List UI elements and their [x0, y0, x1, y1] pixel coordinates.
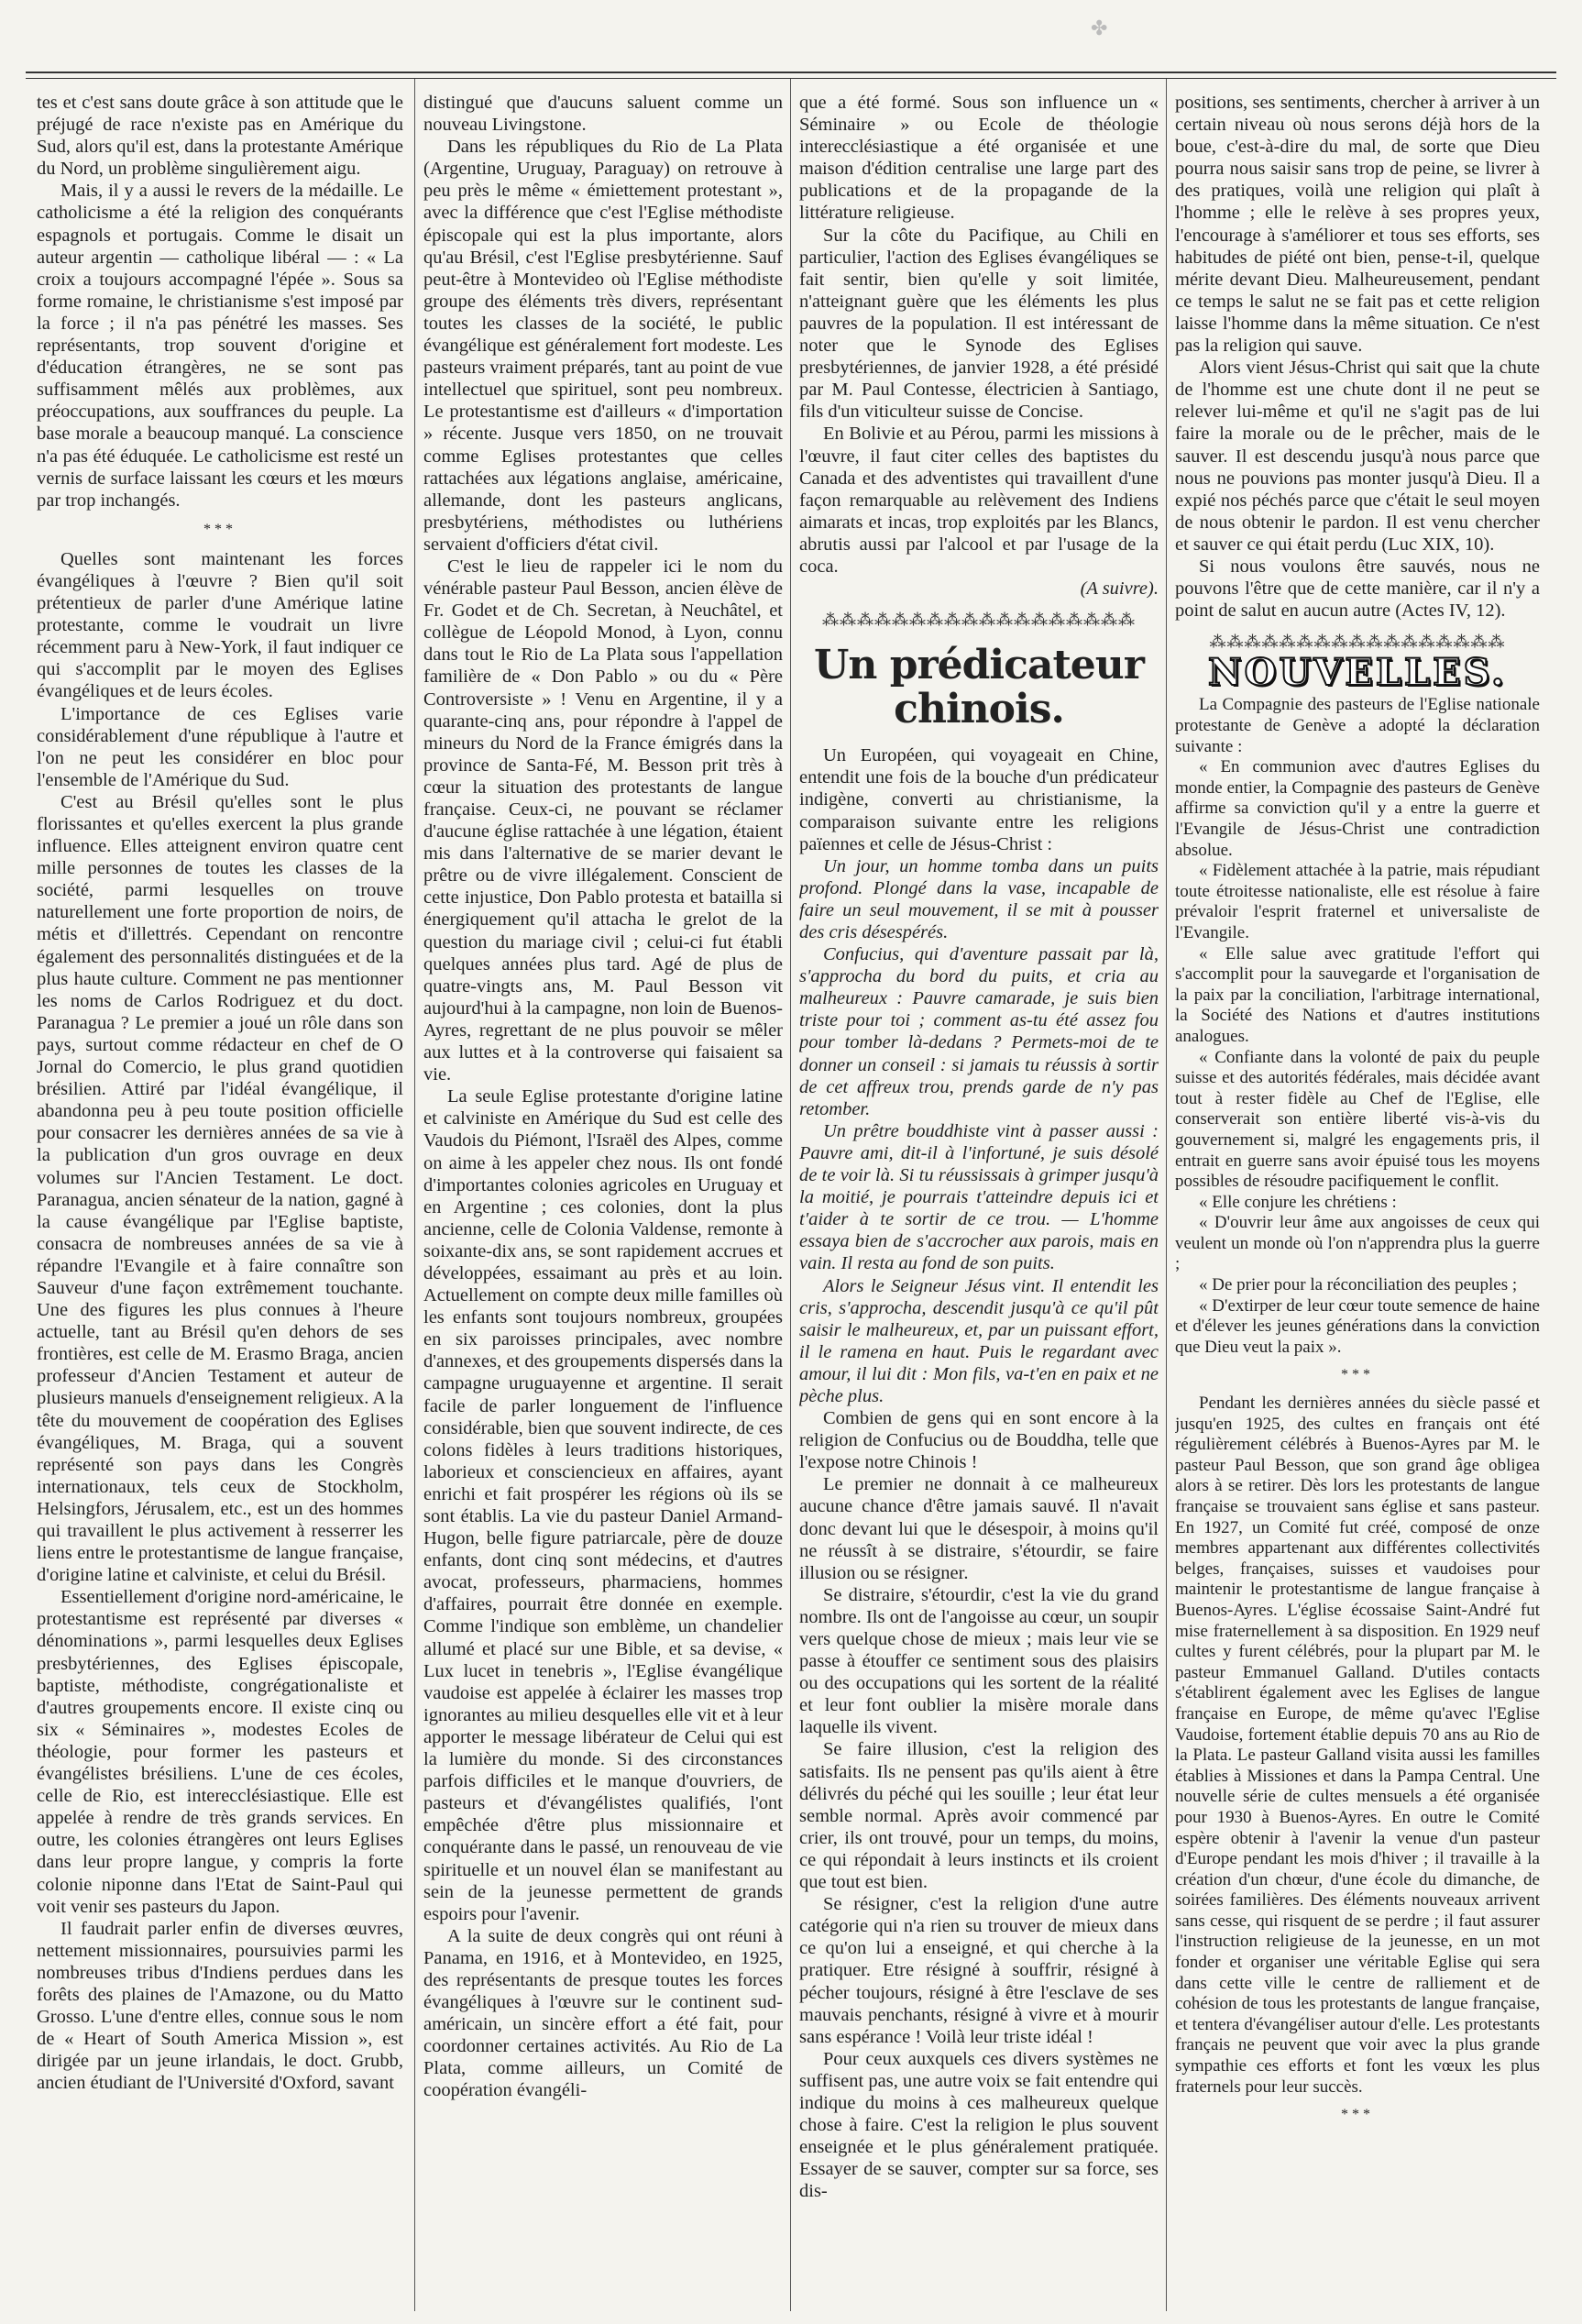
paragraph: Mais, il y a aussi le revers de la médaille. Le catholicisme a été la religion des conquérants espagnols et portugais. Comme le disait un auteur argentin — catholique libéral — : « La croix a toujours accompagné l'épée ». Sous sa forme romaine, le christianisme s'est imposé par la force ; il n'a pas pénétré les masses. Ses représentants, trop souvent d'origine et d'éducation étrangères, ne se sont pas suffisamment mêlés aux problèmes, aux préoccupations, aux souffrances du peuple. La base morale a beaucoup manqué. La conscience n'a pas été éduquée. Le catholicisme est resté un vernis de surface laissant les cœurs et les mœurs par trop inchangés. [37, 181, 403, 511]
paragraph: La Compagnie des pasteurs de l'Eglise nationale protestante de Genève a adopté la déclaration suivante : [1175, 695, 1540, 756]
paragraph: Pour ceux auxquels ces divers systèmes ne suffisent pas, une autre voix se fait entendre qui indique du moins à ces malheureux quelque chose à faire. C'est la religion le plus souvent enseignée et le plus généralement pratiquée. Essayer de se sauver, compter sur sa force, ses dis- [799, 2048, 1159, 2202]
paragraph: « Confiante dans la volonté de paix du peuple suisse et des autorités fédérales, mais décidée avant tout à rester fidèle au Chef de l'Eglise, elle conserverait son entière liberté vis-à-vis du gouvernement si, malgré les engagements pris, il entrait en guerre sans avoir épuisé tous les moyens possibles de résoudre pacifiquement le conflit. [1175, 1047, 1540, 1192]
ornamental-divider: ⁂⁂⁂⁂⁂⁂⁂⁂⁂⁂⁂⁂⁂⁂⁂⁂⁂ [1209, 633, 1506, 652]
column-2 [423, 92, 783, 2306]
column-divider-2 [790, 79, 791, 2311]
top-rule [26, 72, 1556, 79]
paragraph: « D'extirper de leur cœur toute semence de haine et d'élever les jeunes générations dans la conviction que Dieu veut la paix ». [1175, 1295, 1540, 1357]
paragraph: Alors vient Jésus-Christ qui sait que la chute de l'homme est une chute dont il ne peut se relever lui-même et qu'il ne s'agit pas de lui faire la morale ou de le prêcher, mais de le sauver. Il est descendu jusqu'à nous parce que nous ne pouvions pas monter jusqu'à Dieu. Il a expié nos péchés parce que c'était le seul moyen de nous obtenir le pardon. Il est venu chercher et sauver ce qui était perdu (Luc XIX, 10). [1175, 358, 1540, 555]
column-4 [1175, 92, 1540, 2306]
section-separator: *** [1341, 2107, 1374, 2123]
paragraph: distingué que d'aucuns saluent comme un nouveau Livingstone. [423, 93, 783, 136]
paragraph: Quelles sont maintenant les forces évangéliques à l'œuvre ? Bien qu'il soit prétentieux de parler d'une Amérique latine protestante, comme le voudrait un livre récemment paru à New-York, il faut indiquer ce qui s'accomplit par le moyen des Eglises évangéliques et de leurs écoles. [37, 548, 403, 702]
paragraph: Se faire illusion, c'est la religion des satisfaits. Ils ne pensent pas qu'ils aient à être délivrés du péché qui les souille ; leur état leur semble normal. Après avoir commencé par crier, ils ont trouvé, pour un temps, du moins, ce qui répondait à leurs instincts et ils croient que tout est bien. [799, 1739, 1159, 1893]
paragraph: C'est au Brésil qu'elles sont le plus florissantes et qu'elles exercent la plus grande influence. Elles atteignent environ quatre cent mille personnes de toutes les classes de la société, parmi lesquelles on trouve naturellement une forte proportion de noirs, de métis et d'illettrés. Cependant on rencontre également des personnalités distinguées et de la plus haute culture. Comment ne pas mentionner les noms de Carlos Rodriguez et du doct. Paranagua ? Le premier a joué un rôle dans son pays, surtout comme rédacteur en chef de O Jornal do Comercio, le plus grand quotidien brésilien. Attiré par l'idéal évangélique, il abandonna peu à peu toute position officielle pour consacrer les dernières années de sa vie à la publication d'un gros ouvrage en deux volumes sur l'Ancien Testament. Le doct. Paranagua, ancien sénateur de la nation, gagné à la cause évangélique par l'Eglise baptiste, consacra de nombreuses années de sa vie à répandre l'Evangile et à faire connaître son Sauveur d'une façon extrêmement touchante. Une des figures les plus connues à l'heure actuelle, tant au Brésil qu'en dehors de ses frontières, est celle de M. Erasmo Braga, ancien professeur d'Ancien Testament et auteur de plusieurs manuels d'enseignement religieux. A la tête du mouvement de coopération des Eglises évangéliques, M. Braga, qui a souvent représenté son pays dans les Congrès internationaux, tels ceux de Stockholm, Helsingfors, Jérusalem, etc., est un des hommes qui travaillent le plus activement à resserrer les liens entre le protestantisme de langue française, d'origine latine et calviniste, et celui du Brésil. [37, 791, 403, 1586]
paragraph: En Bolivie et au Pérou, parmi les missions à l'œuvre, il faut citer celles des baptistes du Canada et des adventistes qui travaillent d'une façon remarquable au relèvement des Indiens aimarats et incas, trop exploités par les Blancs, abrutis aussi par l'alcool et par l'usage de la coca. [799, 424, 1159, 577]
paragraph: Alors le Seigneur Jésus vint. Il entendit les cris, s'approcha, descendit jusqu'à ce qu'il pût saisir le malheureux, et, par un puissant effort, il le ramena en haut. Puis le regardant avec amour, il lui dit : Mon fils, va-t'en en paix et ne pèche plus. [799, 1275, 1159, 1406]
paragraph: « De prier pour la réconciliation des peuples ; [1199, 1275, 1518, 1295]
column-1 [37, 92, 403, 2306]
paragraph: « Elle conjure les chrétiens : [1199, 1192, 1397, 1212]
paragraph: Confucius, qui d'aventure passait par là, s'approcha du bord du puits, et cria au malheureux : Pauvre camarade, je suis bien triste pour toi ; comment as-tu été assez fou pour tomber là-dedans ? Permets-moi de te donner un conseil : si jamais tu réussis à sortir de cet affreux trou, prends garde de n'y pas retomber. [799, 944, 1159, 1119]
paragraph: Le premier ne donnait à ce malheureux aucune chance d'être jamais sauvé. Il n'avait donc devant lui que le désespoir, à moins qu'il ne réussît à se distraire, s'étourdir, se faire illusion ou se résigner. [799, 1474, 1159, 1583]
paragraph: Un jour, un homme tomba dans un puits profond. Plongé dans la vase, incapable de faire un seul mouvement, il se mit à pousser des cris désespérés. [799, 855, 1159, 942]
paragraph: Essentiellement d'origine nord-américaine, le protestantisme est représenté par diverses « dénominations », parmi lesquelles deux Eglises presbytériennes, des Eglises épiscopale, baptiste, méthodiste, congrégationaliste et d'autres groupements encore. Il existe cinq ou six « Séminaires », modestes Ecoles de théologie, pour former les pasteurs et évangélistes brésiliens. L'une de ces écoles, celle de Rio, est interecclésiastique. Elle est appelée à rendre de très grands services. En outre, les colonies étrangères ont leurs Eglises dans leur propre langue, y compris la forte colonie niponne dans l'Etat de Saint-Paul qui voit venir ses pasteurs du Japon. [37, 1587, 403, 1917]
section-headline: NOUVELLES. [1208, 651, 1507, 695]
paragraph: « En communion avec d'autres Eglises du monde entier, la Compagnie des pasteurs de Genève affirme sa conviction qu'il y a entre la guerre et l'Evangile de Jésus-Christ une contradiction absolue. [1175, 757, 1540, 860]
to-be-continued: (A suivre). [1080, 578, 1159, 600]
paragraph: Se distraire, s'étourdir, c'est la vie du grand nombre. Ils ont de l'angoisse au cœur, un soupir vers quelque chose de mieux ; mais leur vie se passe à étouffer ce sentiment sous des plaisirs ou des occupations qui les sortent de la réalité et leur font oublier la misère morale dans laquelle ils vivent. [799, 1584, 1159, 1738]
page-ornament-mark: ✤ [1091, 17, 1108, 39]
paragraph: L'importance de ces Eglises varie considérablement d'une république à l'autre et l'on ne peut les considérer en bloc pour l'ensemble de l'Amérique du Sud. [37, 703, 403, 790]
paragraph: A la suite de deux congrès qui ont réuni à Panama, en 1916, et à Montevideo, en 1925, des représentants de presque toutes les forces évangéliques à l'œuvre sur le continent sud-américain, un sincère effort a été fait, pour coordonner certaines activités. Au Rio de La Plata, comme ailleurs, un Comité de coopération évangéli- [423, 1925, 783, 2101]
paragraph: « D'ouvrir leur âme aux angoisses de ceux qui veulent un monde où l'on n'apprendra plus la guerre ; [1175, 1213, 1540, 1274]
column-3 [799, 92, 1159, 2306]
paragraph: Combien de gens qui en sont encore à la religion de Confucius ou de Bouddha, telle que l'expose notre Chinois ! [799, 1408, 1159, 1473]
ornamental-divider: ⁂⁂⁂⁂⁂⁂⁂⁂⁂⁂⁂⁂⁂⁂⁂⁂⁂⁂ [822, 611, 1136, 630]
paragraph: Dans les républiques du Rio de La Plata (Argentine, Uruguay, Paraguay) on retrouve à peu près le même « émiettement protestant », avec la différence que c'est l'Eglise méthodiste épiscopale qui est la plus importante, alors qu'au Brésil, c'est l'Eglise presbytérienne. Sauf peut-être à Montevideo où l'Eglise méthodiste groupe des éléments très divers, représentant toutes les classes de la société, le public évangélique est généralement fort modeste. Les pasteurs vraiment préparés, tant au point de vue intellectuel que spirituel, sont peu nombreux. Le protestantisme est d'ailleurs « d'importation » récente. Jusque vers 1850, on ne trouvait comme Eglises protestantes que celles rattachées aux légations anglaise, américaine, allemande, dont les pasteurs anglicans, presbytériens, méthodistes ou luthériens servaient d'officiers d'état civil. [423, 137, 783, 555]
paragraph: positions, ses sentiments, chercher à arriver à un certain niveau où nous serons déjà hors de la boue, c'est-à-dire du mal, de sorte que Dieu pourra nous saisir sans trop de peine, se livrer à des pratiques, voilà une religion qui plaît à l'homme ; elle le relève à ses propres yeux, l'encourage à s'améliorer et tous ses efforts, ses habitudes de piété ont bien, pense-t-il, quelque mérite devant Dieu. Malheureusement, pendant ce temps le salut ne se fait pas et cette religion laisse l'homme dans la même situation. Ce n'est pas la religion qui sauve. [1175, 93, 1540, 357]
paragraph: C'est le lieu de rappeler ici le nom du vénérable pasteur Paul Besson, ancien élève de Fr. Godet et de Ch. Secretan, à Neuchâtel, et collègue de Léopold Monod, à Lyon, connu dans tout le Rio de La Plata sous l'appellation familière de « Don Pablo » ou du « Père Controversiste » ! Venu en Argentine, il y a quarante-cinq ans, pour répondre à l'appel de mineurs du Nord de la France émigrés dans la province de Santa-Fé, M. Besson prit très à cœur la situation des protestants de langue française. Ceux-ci, ne pouvant se réclamer d'aucune église rattachée à une légation, étaient mis dans l'alternative de se marier devant le prêtre ou de vivre illégalement. Conscient de cette injustice, Don Pablo protesta et batailla si énergiquement qu'il attacha le grelot de la question du mariage civil ; celui-ci fut établi quelques années plus tard. Agé de plus de quatre-vingts ans, M. Paul Besson vit aujourd'hui à la campagne, non loin de Buenos-Ayres, regrettant de ne plus pouvoir se mêler aux luttes et à la controverse qui faisaient sa vie. [423, 556, 783, 1085]
paragraph: Il faudrait parler enfin de diverses œuvres, nettement missionnaires, poursuivies parmi les nombreuses tribus d'Indiens perdues dans les forêts des plaines de l'Amazone, ou du Matto Grosso. L'une d'entre elles, connue sous le nom de « Heart of South America Mission », est dirigée par un jeune irlandais, le doct. Grubb, ancien étudiant de l'Université d'Oxford, savant [37, 1918, 403, 2094]
paragraph: Se résigner, c'est la religion d'une autre catégorie qui n'a rien su trouver de mieux dans ce qu'on lui a enseigné, et qui cherche à la pratiquer. Etre résigné à souffrir, résigné à pécher toujours, résigné à être l'esclave de ses mauvais penchants, résigné à vivre et à mourir sans espérance ! Voilà leur triste idéal ! [799, 1894, 1159, 2047]
paragraph: Si nous voulons être sauvés, nous ne pouvons l'être que de cette manière, car il n'y a point de salut en aucun autre (Actes IV, 12). [1175, 556, 1540, 622]
column-divider-1 [414, 79, 415, 2311]
paragraph: La seule Eglise protestante d'origine latine et calviniste en Amérique du Sud est celle des Vaudois du Piémont, l'Israël des Alpes, comme on aime à les appeler chez nous. Ils ont fondé d'importantes colonies agricoles en Uruguay et en Argentine ; ces colonies, dont la plus ancienne, celle de Colonia Valdense, remonte à soixante-dix ans, se sont rapidement accrues et développées, essaimant au près et au loin. Actuellement on compte deux mille familles où les enfants sont toujours nombreux, groupées en six paroisses principales, avec nombre d'annexes, et des groupements dispersés dans la campagne uruguayenne et argentine. Il serait facile de parler longuement de l'influence considérable, bien que souvent indirecte, de ces colons fidèles à leurs traditions historiques, laborieux et consciencieux en affaires, ayant enrichi et fait prospérer les régions où ils se sont établis. La vie du pasteur Daniel Armand-Hugon, belle figure patriarcale, père de douze enfants, dont cinq sont médecins, et d'autres avocat, professeurs, pharmaciens, hommes d'affaires, pourrait être donnée en exemple. Comme l'indique son emblème, un chandelier allumé et placé sur une Bible, et sa devise, « Lux lucet in tenebris », l'Eglise évangélique vaudoise est appelée à éclairer les masses trop ignorantes au milieu desquelles elle vit et à leur apporter le message libérateur de Celui qui est la lumière du monde. Si des circonstances parfois difficiles et le manque d'ouvriers, de pasteurs et d'évangélistes qualifiés, l'ont empêchée d'être plus missionnaire et conquérante dans le passé, un renouveau de vie spirituelle et un nouvel élan se manifestant au sein de la jeunesse permettent de grands espoirs pour l'avenir. [423, 1086, 783, 1924]
paragraph: que a été formé. Sous son influence un « Séminaire » ou Ecole de théologie interecclésiastique a été organisée et une maison d'édition centralise une large part des publications et de la propagande de la littérature religieuse. [799, 93, 1159, 224]
paragraph: Un Européen, qui voyageait en Chine, entendit une fois de la bouche d'un prédicateur indigène, converti au christianisme, la comparaison suivante entre les religions païennes et celle de Jésus-Christ : [799, 745, 1159, 854]
column-divider-3 [1166, 79, 1167, 2311]
section-separator: *** [1341, 1367, 1374, 1383]
paragraph: tes et c'est sans doute grâce à son attitude que le préjugé de race n'existe pas en Amérique du Sud, alors qu'il est, dans la protestante Amérique du Nord, un problème singulièrement aigu. [37, 93, 403, 180]
section-separator: *** [203, 521, 236, 537]
paragraph: Pendant les dernières années du siècle passé et jusqu'en 1925, des cultes en français ont été régulièrement célébrés à Buenos-Ayres par M. le pasteur Paul Besson, que son grand âge obligea alors à se retirer. Dès lors les protestants de langue française se trouvaient sans église et sans pasteur. En 1927, un Comité fut créé, composé de onze membres appartenant aux différentes collectivités belges, françaises, suisses et vaudoises pour maintenir le protestantisme de langue française à Buenos-Ayres. L'église écossaise Saint-André fut mise fraternellement à sa disposition. En 1929 neuf cultes y furent célébrés, pour la plupart par M. le pasteur Emmanuel Galland. D'utiles contacts s'établirent également avec les Eglises de langue française en Europe, de même qu'avec l'Eglise Vaudoise, fortement établie depuis 70 ans au Rio de la Plata. Le pasteur Galland visita aussi les familles établies à Missiones et dans la Pampa Central. Une nouvelle série de cultes mensuels a été organisée pour 1930 à Buenos-Ayres. En outre le Comité espère obtenir à l'avenir la venue d'un pasteur d'Europe pendant les mois d'hiver ; il travaille à la création d'un chœur, d'une école du dimanche, de soirées familières. Des éléments nouveaux arrivent sans cesse, qui risquent de se perdre ; il faut assurer l'instruction religieuse de la jeunesse, en un mot fonder et organiser une véritable Eglise qui sera dans cette ville le centre de ralliement et de cohésion de tous les protestants de langue française, et tentera d'évangéliser autour d'elle. Les protestants français ne peuvent que voir avec la plus grande sympathie ces efforts et font les vœux les plus fraternels pour leur succès. [1175, 1393, 1540, 2097]
paragraph: Sur la côte du Pacifique, au Chili en particulier, l'action des Eglises évangéliques se fait sentir, bien qu'elle y soit limitée, n'atteignant guère que les éléments les plus pauvres de la population. Il est intéressant de noter que le Synode des Eglises presbytériennes, de janvier 1928, a été présidé par M. Paul Contesse, électricien à Santiago, fils d'un viticulteur suisse de Concise. [799, 225, 1159, 423]
paragraph: « Fidèlement attachée à la patrie, mais répudiant toute étroitesse nationaliste, elle est résolue à faire prévaloir l'esprit fraternel et universaliste de l'Evangile. [1175, 861, 1540, 942]
paragraph: Un prêtre bouddhiste vint à passer aussi : Pauvre ami, dit-il à l'infortuné, je suis désolé de te voir là. Si tu réussissais à grimper jusqu'à la moitié, je pourrais t'atteindre depuis ici et t'aider à te sortir de ce trou. — L'homme essaya bien de s'accrocher aux parois, mais en vain. Il resta au fond de son puits. [799, 1120, 1159, 1274]
paragraph: « Elle salue avec gratitude l'effort qui s'accomplit pour la sauvegarde et l'organisation de la paix par la conciliation, l'arbitrage international, la Société des Nations et d'autres institutions analogues. [1175, 943, 1540, 1046]
article-headline: Un prédicateur chinois. [814, 642, 1144, 733]
